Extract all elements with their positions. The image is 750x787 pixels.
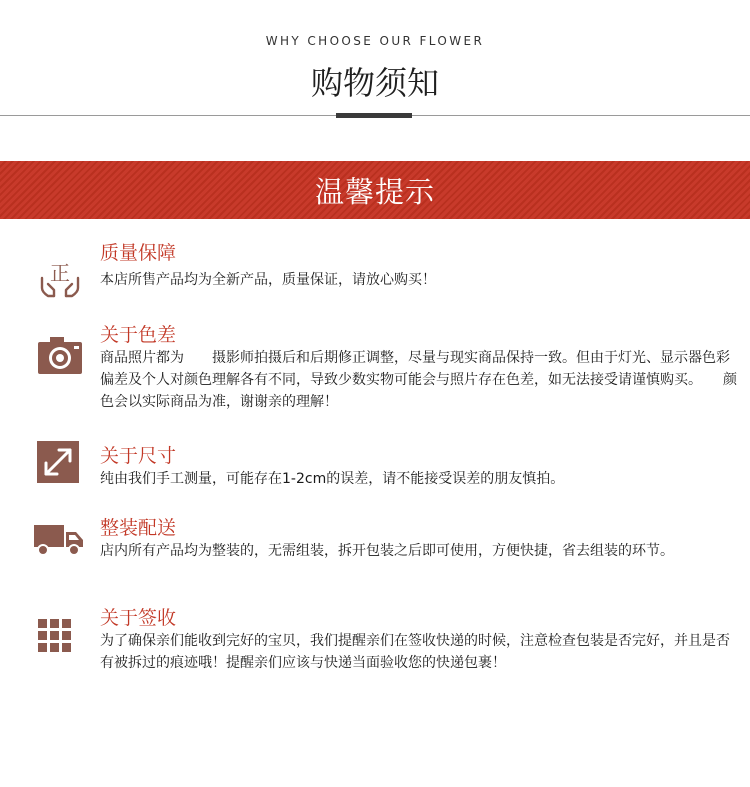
section-title: 质量保障 [100, 242, 177, 264]
section-body: 为了确保亲们能收到完好的宝贝，我们提醒亲们在签收快递的时候，注意检查包装是否完好，并且是否有被拆过的痕迹哦！提醒亲们应该与快递当面验收您的快递包裹！ [100, 633, 730, 671]
section-title: 关于签收 [100, 607, 177, 629]
camera-icon [36, 332, 84, 380]
section-title: 关于尺寸 [100, 445, 177, 467]
section-title: 整装配送 [100, 517, 177, 539]
page-subtitle: WHY CHOOSE OUR FLOWER [265, 34, 485, 48]
svg-text:正: 正 [50, 261, 70, 285]
truck-icon [34, 523, 84, 557]
quality-icon [36, 252, 84, 300]
page-title: 购物须知 [310, 64, 439, 102]
section-title: 关于色差 [100, 324, 177, 346]
grid-icon [38, 619, 72, 653]
tips-banner [0, 161, 750, 219]
section-body: 店内所有产品均为整装的，无需组装，拆开包装之后即可使用，方便快捷，省去组装的环节。 [100, 543, 674, 559]
title-divider-accent [336, 113, 412, 118]
section-body: 商品照片都为 摄影师拍摄后和后期修正调整，尽量与现实商品保持一致。但由于灯光、显示器色彩偏差及个人对颜色理解各有不同，导致少数实物可能会与照片存在色差，如无法接受请谨慎购买。 颜色会以实际商品为准，谢谢亲的理解！ [100, 350, 737, 410]
resize-arrow-icon [37, 441, 79, 483]
tips-banner-label: 温馨提示 [314, 174, 435, 209]
section-body: 纯由我们手工测量，可能存在1-2cm的误差，请不能接受误差的朋友慎拍。 [100, 471, 565, 487]
section-body: 本店所售产品均为全新产品，质量保证，请放心购买！ [100, 272, 436, 288]
